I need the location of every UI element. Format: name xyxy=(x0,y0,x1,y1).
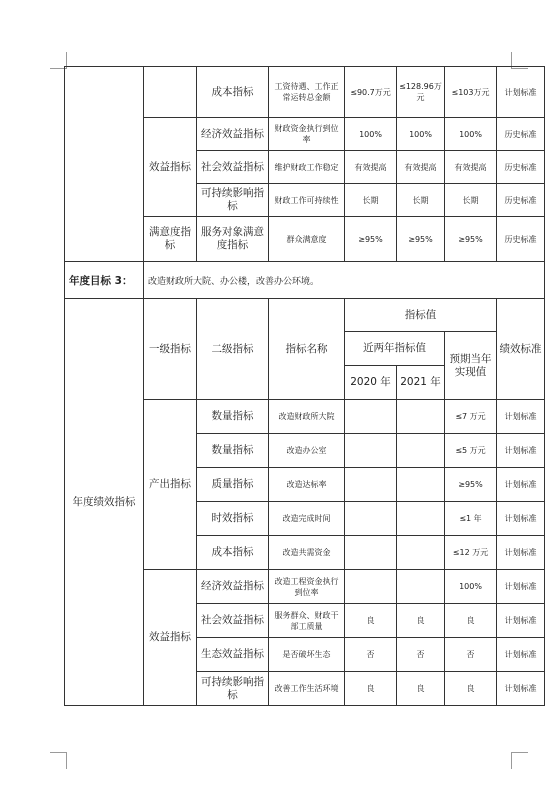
crop-mark-bottom-left xyxy=(50,752,67,769)
standard-cell: 计划标准 xyxy=(497,604,545,638)
value-2021-cell: 有效提高 xyxy=(397,151,445,184)
indicator-name-cell: 财政工作可持续性 xyxy=(269,184,345,217)
value-2020-cell: 良 xyxy=(345,672,397,706)
expected-value-cell: 有效提高 xyxy=(445,151,497,184)
standard-cell: 历史标准 xyxy=(497,184,545,217)
value-2021-cell: 良 xyxy=(397,604,445,638)
level2-cell: 生态效益指标 xyxy=(197,638,269,672)
value-2021-cell xyxy=(397,536,445,570)
indicator-name-cell: 维护财政工作稳定 xyxy=(269,151,345,184)
expected-value-cell: 良 xyxy=(445,604,497,638)
continued-section-cell xyxy=(65,67,144,262)
level2-cell: 社会效益指标 xyxy=(197,151,269,184)
level2-cell: 成本指标 xyxy=(197,67,269,118)
expected-value-cell: 否 xyxy=(445,638,497,672)
value-2021-cell xyxy=(397,502,445,536)
indicator-name-cell: 改造达标率 xyxy=(269,468,345,502)
expected-value-cell: ≤7 万元 xyxy=(445,400,497,434)
table-row xyxy=(65,67,545,118)
header-performance-standard: 绩效标准 xyxy=(497,299,545,400)
standard-cell: 计划标准 xyxy=(497,502,545,536)
value-2021-cell: 100% xyxy=(397,118,445,151)
indicator-name-cell: 改造完成时间 xyxy=(269,502,345,536)
header-level1: 一级指标 xyxy=(144,299,197,400)
indicator-name-cell: 改造财政所大院 xyxy=(269,400,345,434)
level2-cell: 经济效益指标 xyxy=(197,118,269,151)
indicator-name-cell: 服务群众、财政干部工质量 xyxy=(269,604,345,638)
level2-cell: 可持续影响指标 xyxy=(197,184,269,217)
level2-cell: 成本指标 xyxy=(197,536,269,570)
standard-cell: 计划标准 xyxy=(497,434,545,468)
expected-value-cell: 长期 xyxy=(445,184,497,217)
header-expected-value: 预期当年实现值 xyxy=(445,332,497,400)
expected-value-cell: ≤1 年 xyxy=(445,502,497,536)
level2-cell: 服务对象满意度指标 xyxy=(197,217,269,262)
expected-value-cell: ≤103万元 xyxy=(445,67,497,118)
value-2021-cell: 否 xyxy=(397,638,445,672)
standard-cell: 计划标准 xyxy=(497,468,545,502)
indicator-name-cell: 是否破坏生态 xyxy=(269,638,345,672)
expected-value-cell: 良 xyxy=(445,672,497,706)
value-2021-cell xyxy=(397,400,445,434)
goal-label: 年度目标 3： xyxy=(65,262,144,299)
standard-cell: 历史标准 xyxy=(497,151,545,184)
expected-value-cell: ≤5 万元 xyxy=(445,434,497,468)
level1-cell: 产出指标 xyxy=(144,400,197,570)
value-2020-cell: 良 xyxy=(345,604,397,638)
header-recent-two-years: 近两年指标值 xyxy=(345,332,445,366)
value-2020-cell: 100% xyxy=(345,118,397,151)
value-2020-cell: 否 xyxy=(345,638,397,672)
level1-cell xyxy=(144,67,197,118)
value-2020-cell: 有效提高 xyxy=(345,151,397,184)
indicator-name-cell: 改造办公室 xyxy=(269,434,345,468)
value-2021-cell xyxy=(397,468,445,502)
standard-cell: 历史标准 xyxy=(497,118,545,151)
level2-cell: 数量指标 xyxy=(197,400,269,434)
crop-mark-bottom-right xyxy=(511,752,528,769)
expected-value-cell: ≥95% xyxy=(445,217,497,262)
level2-cell: 可持续影响指标 xyxy=(197,672,269,706)
goal-text: 改造财政所大院、办公楼，改善办公环境。 xyxy=(144,262,545,299)
indicator-name-cell: 群众满意度 xyxy=(269,217,345,262)
value-2021-cell: 良 xyxy=(397,672,445,706)
level2-cell: 质量指标 xyxy=(197,468,269,502)
value-2020-cell xyxy=(345,468,397,502)
header-indicator-name: 指标名称 xyxy=(269,299,345,400)
standard-cell: 计划标准 xyxy=(497,570,545,604)
value-2020-cell xyxy=(345,536,397,570)
section-label: 年度绩效指标 xyxy=(65,299,144,706)
standard-cell: 历史标准 xyxy=(497,217,545,262)
header-row xyxy=(65,299,545,332)
expected-value-cell: ≥95% xyxy=(445,468,497,502)
value-2020-cell: ≥95% xyxy=(345,217,397,262)
value-2021-cell xyxy=(397,434,445,468)
standard-cell: 计划标准 xyxy=(497,672,545,706)
header-indicator-value: 指标值 xyxy=(345,299,497,332)
level1-cell: 效益指标 xyxy=(144,118,197,217)
expected-value-cell: 100% xyxy=(445,118,497,151)
indicator-name-cell: 财政资金执行到位率 xyxy=(269,118,345,151)
standard-cell: 计划标准 xyxy=(497,536,545,570)
level2-cell: 经济效益指标 xyxy=(197,570,269,604)
standard-cell: 计划标准 xyxy=(497,400,545,434)
expected-value-cell: ≤12 万元 xyxy=(445,536,497,570)
standard-cell: 计划标准 xyxy=(497,638,545,672)
value-2020-cell xyxy=(345,570,397,604)
expected-value-cell: 100% xyxy=(445,570,497,604)
value-2020-cell xyxy=(345,434,397,468)
value-2021-cell xyxy=(397,570,445,604)
standard-cell: 计划标准 xyxy=(497,67,545,118)
value-2020-cell xyxy=(345,400,397,434)
indicator-name-cell: 改造共需资金 xyxy=(269,536,345,570)
level2-cell: 数量指标 xyxy=(197,434,269,468)
value-2021-cell: 长期 xyxy=(397,184,445,217)
performance-indicator-table xyxy=(64,66,545,706)
header-level2: 二级指标 xyxy=(197,299,269,400)
level2-cell: 社会效益指标 xyxy=(197,604,269,638)
value-2020-cell: ≤90.7万元 xyxy=(345,67,397,118)
header-2021: 2021 年 xyxy=(397,366,445,400)
value-2021-cell: ≤128.96万元 xyxy=(397,67,445,118)
goal-row xyxy=(65,262,545,299)
level1-cell: 满意度指标 xyxy=(144,217,197,262)
value-2020-cell: 长期 xyxy=(345,184,397,217)
indicator-name-cell: 改造工程资金执行到位率 xyxy=(269,570,345,604)
value-2020-cell xyxy=(345,502,397,536)
header-2020: 2020 年 xyxy=(345,366,397,400)
level1-cell: 效益指标 xyxy=(144,570,197,706)
level2-cell: 时效指标 xyxy=(197,502,269,536)
indicator-name-cell: 工资待遇、工作正常运转总金额 xyxy=(269,67,345,118)
value-2021-cell: ≥95% xyxy=(397,217,445,262)
indicator-name-cell: 改善工作生活环境 xyxy=(269,672,345,706)
